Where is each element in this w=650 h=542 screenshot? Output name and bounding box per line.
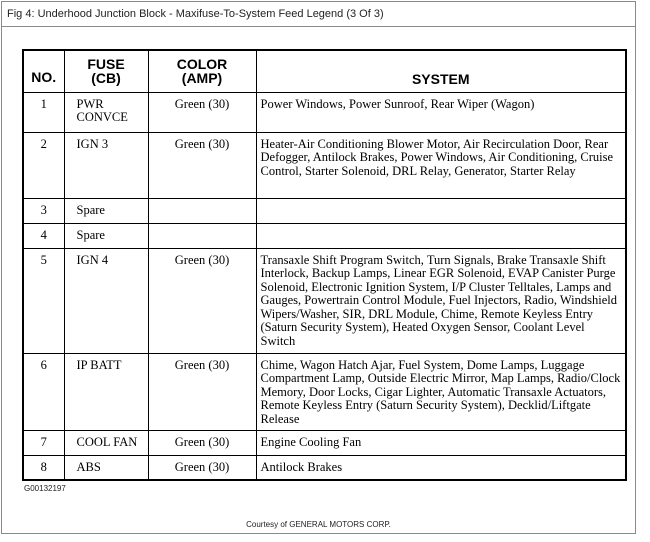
row-fuse: IP BATT: [64, 353, 148, 430]
header-fuse-line1: FUSE: [87, 56, 125, 73]
header-row: [23, 50, 626, 92]
row-color: [148, 223, 256, 248]
header-system-label: SYSTEM: [411, 71, 470, 88]
row-no: 1: [23, 92, 64, 132]
row-no: 2: [23, 132, 64, 198]
row-fuse: [64, 92, 148, 132]
row-fuse: ABS: [64, 455, 148, 480]
table-row: [23, 455, 626, 480]
legend-table: [22, 49, 627, 481]
table-row: [23, 198, 626, 223]
row-color: Green (30): [148, 248, 256, 353]
header-system: [256, 50, 626, 92]
table-row: [23, 353, 626, 430]
header-fuse-line2: (CB): [91, 70, 121, 87]
table-row: [23, 132, 626, 198]
row-fuse: IGN 3: [64, 132, 148, 198]
header-no-label: NO.: [31, 69, 57, 86]
header-fuse: [64, 50, 148, 92]
table-row: [23, 430, 626, 455]
row-color: Green (30): [148, 132, 256, 198]
row-color: Green (30): [148, 92, 256, 132]
row-system: Heater-Air Conditioning Blower Motor, Air Recirculation Door, Rear Defogger, Antilock Brakes, Power Windows, Air Conditioning, Cruise Control, Starter Solenoid, DRL Relay, Generator, Starter Relay: [256, 132, 626, 198]
row-system: Transaxle Shift Program Switch, Turn Signals, Brake Transaxle Shift Interlock, Backup Lamps, Linear EGR Solenoid, EVAP Canister Purge Solenoid, Electronic Ignition System, I/P Cluster Telltales, Lamps and Gauges, Powertrain Control Module, Fuel Injectors, Radio, Windshield Wipers/Washer, SIR, DRL Module, Chime, Remote Keyless Entry (Saturn Security System), Heated Oxygen Sensor, Coolant Level Switch: [256, 248, 626, 353]
row-system: Power Windows, Power Sunroof, Rear Wiper (Wagon): [256, 92, 626, 132]
row-color: Green (30): [148, 455, 256, 480]
figure-code: G00132197: [24, 484, 66, 493]
table-row: [23, 248, 626, 353]
header-no: [23, 50, 64, 92]
header-color-line2: (AMP): [181, 70, 223, 87]
row-system: Engine Cooling Fan: [256, 430, 626, 455]
row-system: [256, 198, 626, 223]
row-fuse: Spare: [64, 198, 148, 223]
row-color: [148, 198, 256, 223]
header-color-line1: COLOR: [176, 56, 228, 73]
table-row: [23, 223, 626, 248]
row-color: Green (30): [148, 430, 256, 455]
row-fuse: IGN 4: [64, 248, 148, 353]
row-fuse-text: PWR CONVCE: [76, 96, 128, 124]
table-row: [23, 92, 626, 132]
row-color: Green (30): [148, 353, 256, 430]
header-color: [148, 50, 256, 92]
row-no: 7: [23, 430, 64, 455]
row-fuse: Spare: [64, 223, 148, 248]
row-no: 6: [23, 353, 64, 430]
figure-frame: [1, 1, 636, 534]
row-system: [256, 223, 626, 248]
row-no: 8: [23, 455, 64, 480]
row-no: 5: [23, 248, 64, 353]
courtesy-credit: Courtesy of GENERAL MOTORS CORP.: [246, 520, 391, 529]
row-fuse: COOL FAN: [64, 430, 148, 455]
row-no: 4: [23, 223, 64, 248]
row-no: 3: [23, 198, 64, 223]
legend-table-container: [22, 49, 625, 481]
row-system: Chime, Wagon Hatch Ajar, Fuel System, Dome Lamps, Luggage Compartment Lamp, Outside Electric Mirror, Map Lamps, Radio/Clock Memory, Door Locks, Cigar Lighter, Automatic Transaxle Actuators, Remote Keyless Entry (Saturn Security System), Decklid/Liftgate Release: [256, 353, 626, 430]
row-system: Antilock Brakes: [256, 455, 626, 480]
figure-title: Fig 4: Underhood Junction Block - Maxifuse-To-System Feed Legend (3 Of 3): [2, 2, 635, 27]
